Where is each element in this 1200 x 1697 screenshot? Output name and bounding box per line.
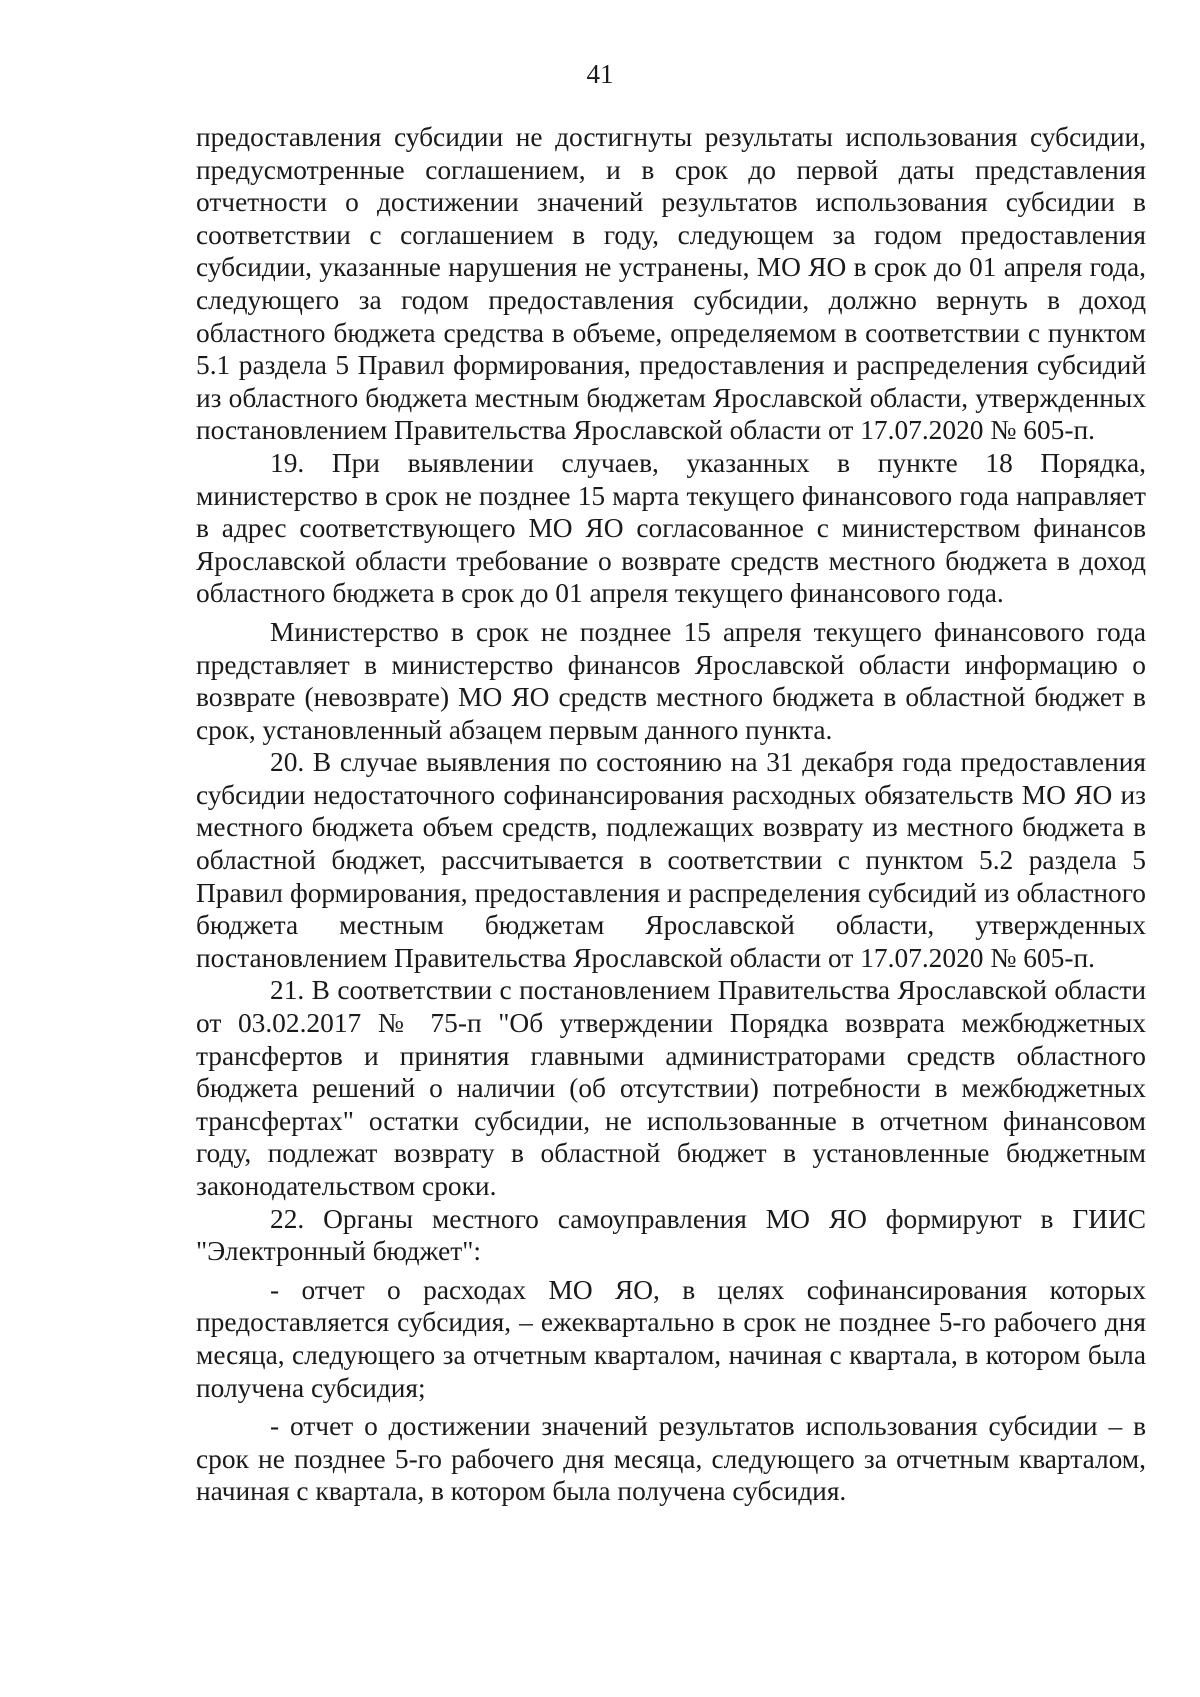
paragraph-21: 21. В соответствии с постановлением Правительства Ярославской области от 03.02.2017 № 75-п "Об утверждении Порядка возврата межбюджетных трансфертов и принятия главными администраторами средств областного бюджета решений о наличии (об отсутствии) потребности в межбюджетных трансфертах" остатки субсидии, не использованные в отчетном финансовом году, подлежат возврату в областной бюджет в установленные бюджетным законодательством сроки. bbox=[196, 975, 1146, 1201]
paragraph-continuation: предоставления субсидии не достигнуты результаты использования субсидии, предусмотренные соглашением, и в срок до первой даты представления отчетности о достижении значений результатов использования субсидии в соответствии с соглашением в году, следующем за годом предоставления субсидии, указанные нарушения не устранены, МО ЯО в срок до 01 апреля года, следующего за годом предоставления субсидии, должно вернуть в доход областного бюджета средства в объеме, определяемом в соответствии с пунктом 5.1 раздела 5 Правил формирования, предоставления и распределения субсидий из областного бюджета местным бюджетам Ярославской области, утвержденных постановлением Правительства Ярославской области от 17.07.2020 № 605-п. bbox=[196, 122, 1146, 446]
paragraph-19: 19. При выявлении случаев, указанных в пункте 18 Порядка, министерство в срок не позднее 15 марта текущего финансового года направляет в адрес соответствующего МО ЯО согласованное с министерством финансов Ярославской области требование о возврате средств местного бюджета в доход областного бюджета в срок до 01 апреля текущего финансового года. bbox=[196, 447, 1146, 609]
paragraph-22-results-report: - отчет о достижении значений результатов использования субсидии – в срок не позднее 5-го рабочего дня месяца, следующего за отчетным кварталом, начиная с квартала, в котором была получена субсидия. bbox=[196, 1411, 1146, 1507]
paragraph-22-expense-report: - отчет о расходах МО ЯО, в целях софинансирования которых предоставляется субсидия, – ежеквартально в срок не позднее 5-го рабочего дня месяца, следующего за отчетным кварталом, начиная с квартала, в котором была получена субсидия; bbox=[196, 1274, 1146, 1403]
paragraph-20: 20. В случае выявления по состоянию на 31 декабря года предоставления субсидии недостаточного софинансирования расходных обязательств МО ЯО из местного бюджета объем средств, подлежащих возврату из местного бюджета в областной бюджет, рассчитывается в соответствии с пунктом 5.2 раздела 5 Правил формирования, предоставления и распределения субсидий из областного бюджета местным бюджетам Ярославской области, утвержденных постановлением Правительства Ярославской области от 17.07.2020 № 605-п. bbox=[196, 747, 1146, 973]
document-body bbox=[196, 121, 1146, 1508]
paragraph-19-ministry: Министерство в срок не позднее 15 апреля текущего финансового года представляет в министерство финансов Ярославской области информацию о возврате (невозврате) МО ЯО средств местного бюджета в областной бюджет в срок, установленный абзацем первым данного пункта. bbox=[196, 616, 1146, 745]
page-number: 41 bbox=[586, 59, 614, 89]
paragraph-22: 22. Органы местного самоуправления МО ЯО формируют в ГИИС "Электронный бюджет": bbox=[196, 1203, 1146, 1267]
